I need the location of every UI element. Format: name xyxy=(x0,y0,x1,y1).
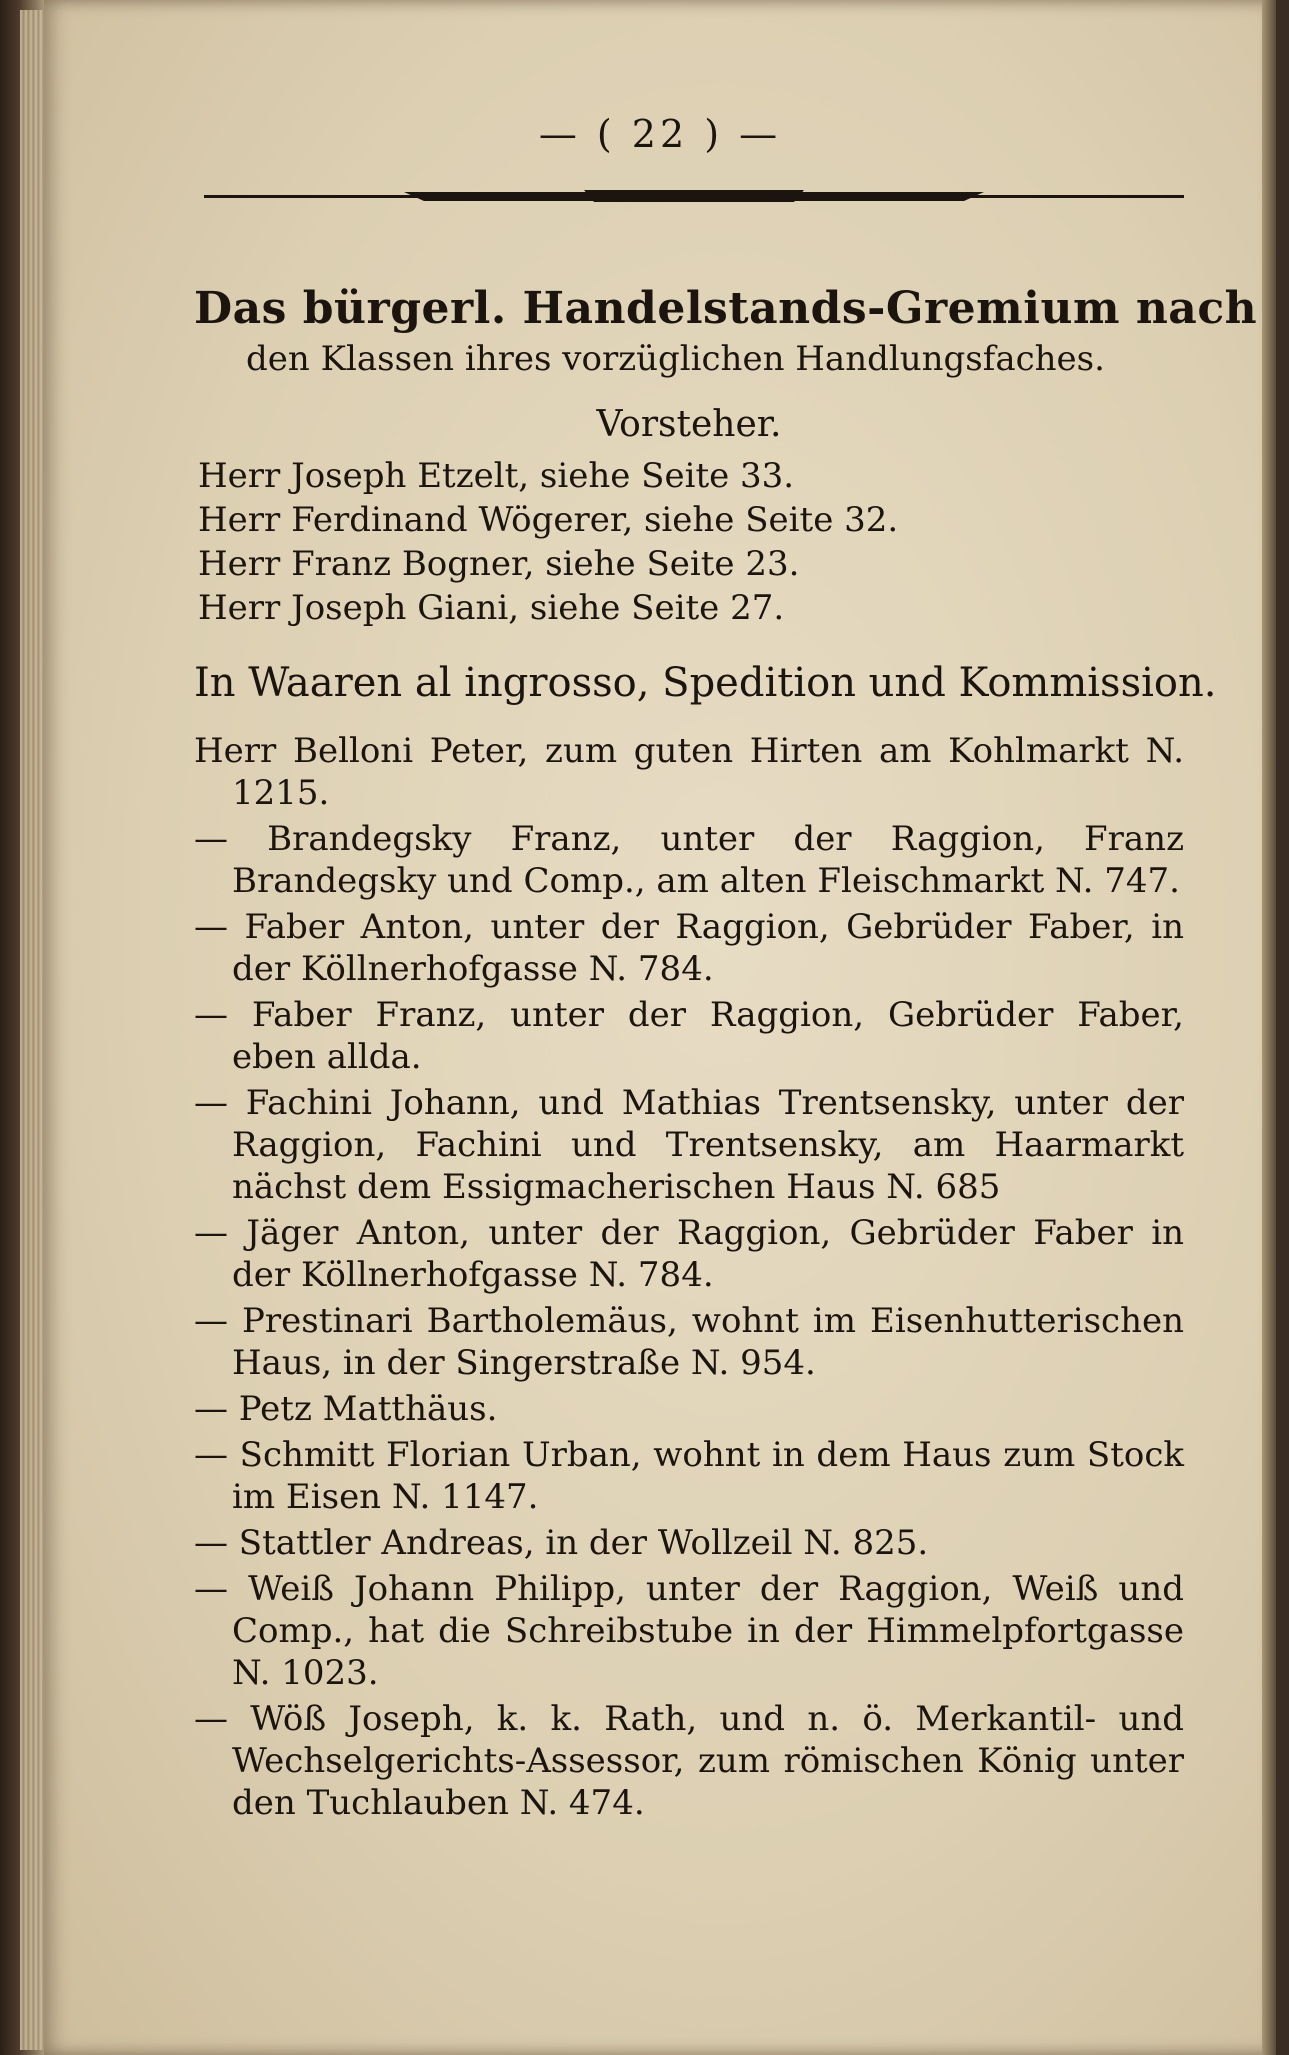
merchant-entry: — Faber Anton, unter der Raggion, Gebrüder Faber, in der Köllnerhofgasse N. 784. xyxy=(194,907,1184,989)
merchant-entry: — Brandegsky Franz, unter der Raggion, Franz Brandegsky und Comp., am alten Fleischmarkt N. 747. xyxy=(194,819,1184,901)
merchant-entry: — Schmitt Florian Urban, wohnt in dem Haus zum Stock im Eisen N. 1147. xyxy=(194,1435,1184,1517)
section-heading: In Waaren al ingrosso, Spedition und Kommission. xyxy=(194,660,1217,706)
officer-line: Herr Ferdinand Wögerer, siehe Seite 32. xyxy=(198,500,899,540)
merchant-entry: — Prestinari Bartholemäus, wohnt im Eisenhutterischen Haus, in der Singerstraße N. 954. xyxy=(194,1301,1184,1383)
merchant-entry: — Fachini Johann, und Mathias Trentsensky, unter der Raggion, Fachini und Trentsensky, am Haarmarkt nächst dem Essigmacherischen Haus N. 685 xyxy=(194,1083,1184,1207)
officers-heading: Vorsteher. xyxy=(596,404,782,445)
page-number: — ( 22 ) — xyxy=(538,112,782,156)
merchant-list xyxy=(194,730,1184,1824)
merchant-entry: — Stattler Andreas, in der Wollzeil N. 825. xyxy=(194,1523,929,1563)
page-right-edge xyxy=(1262,0,1276,2055)
officers-list xyxy=(194,454,1184,630)
merchant-entry: — Wöß Joseph, k. k. Rath, und n. ö. Merkantil- und Wechselgerichts-Assessor, zum römischen König unter den Tuchlauben N. 474. xyxy=(194,1699,1184,1823)
page-subtitle: den Klassen ihres vorzüglichen Handlungsfaches. xyxy=(246,339,1105,379)
officer-line: Herr Franz Bogner, siehe Seite 23. xyxy=(198,544,800,584)
merchant-entry: — Weiß Johann Philipp, unter der Raggion, Weiß und Comp., hat die Schreibstube in der Himmelpfortgasse N. 1023. xyxy=(194,1569,1184,1693)
officer-line: Herr Joseph Giani, siehe Seite 27. xyxy=(198,588,785,628)
page xyxy=(44,0,1276,2055)
officer-line: Herr Joseph Etzelt, siehe Seite 33. xyxy=(198,456,795,496)
page-title: Das bürgerl. Handelstands-Gremium nach xyxy=(194,283,1258,334)
merchant-entry: — Petz Matthäus. xyxy=(194,1389,498,1429)
page-content xyxy=(194,282,1258,1828)
merchant-entry: Herr Belloni Peter, zum guten Hirten am Kohlmarkt N. 1215. xyxy=(194,731,1184,813)
merchant-entry: — Faber Franz, unter der Raggion, Gebrüder Faber, eben allda. xyxy=(194,995,1184,1077)
merchant-entry: — Jäger Anton, unter der Raggion, Gebrüder Faber in der Köllnerhofgasse N. 784. xyxy=(194,1213,1184,1295)
decorative-rule xyxy=(204,190,1184,202)
